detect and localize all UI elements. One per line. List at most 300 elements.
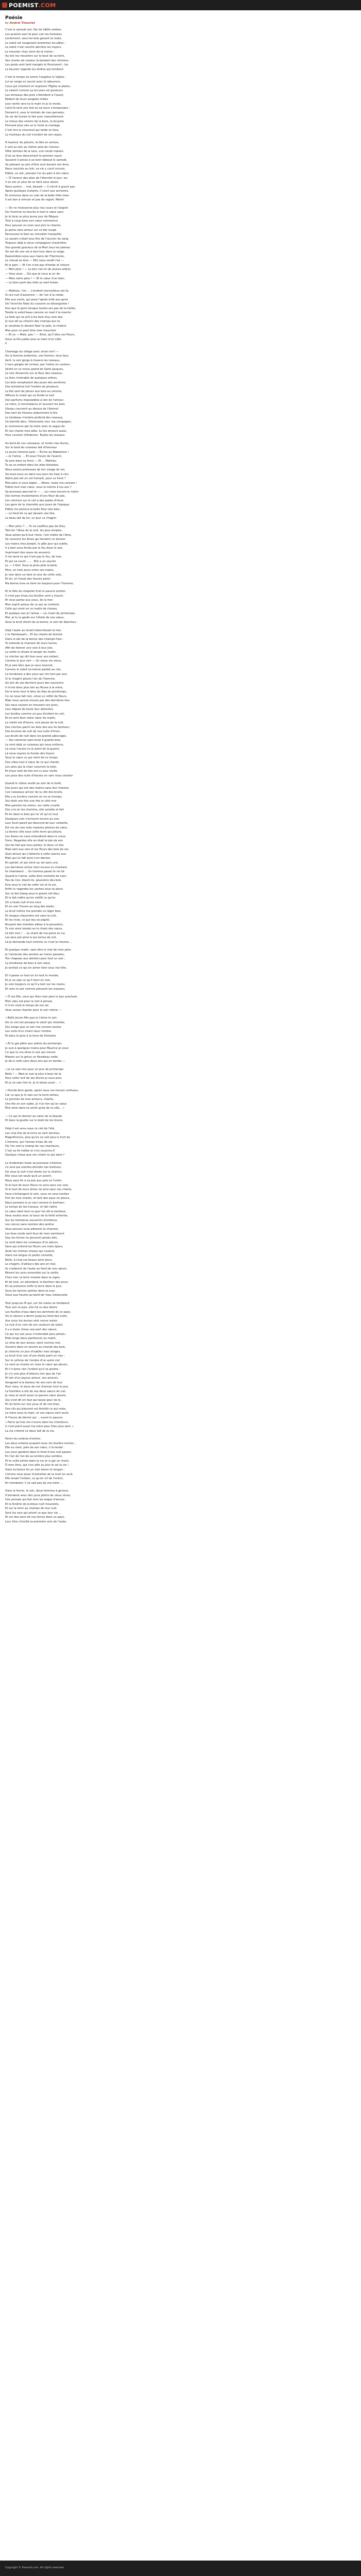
poem-line: Tout jusqu'au fil qui, sur les mains se tendaient [5, 1301, 70, 1305]
poem-line: Les deux enfants jouaient avec les feuilles mortes ; [5, 1442, 76, 1445]
site-logo[interactable] [2, 2, 56, 9]
poem-line: Qui songe que ce soir nos verrons toutes [5, 1025, 61, 1029]
poem-line: Dans ta bonne foi un vieil aimer et longue : [5, 1468, 65, 1471]
poem-line: Sur le bord du ruisseau fait d'honneur [5, 446, 57, 450]
poem-line: Se prie dans sa force — Et ... Mathieu [5, 459, 57, 463]
poem-line: Toujours déjà à vieux compagnon d'autrefois [5, 242, 67, 245]
poem-stanza [5, 350, 356, 438]
poem-stanza [5, 289, 356, 346]
poem-line: Et dans la goutte sur le bord de tes lèvres. [5, 1119, 63, 1123]
poem-line: Vous aimez qu'à leur choix, l'art mêlée de l'âme, [5, 533, 72, 537]
poem-line: Car ce que je le sais sur ta terre aimée, [5, 1093, 59, 1097]
poem-line: Leur sortie sera ta la main et je la revois, [5, 102, 61, 106]
poem-line: Et dans le père à la terre de Fontaine [5, 1034, 56, 1038]
poem-line: Pour nous, le doux de ma chanson tout le jour, [5, 1385, 69, 1389]
poem-line: Les gens de la charrette aux joues de l'époque, [5, 503, 70, 507]
poem-line: Sur les lointaines souvenirs d'enfance, [5, 1218, 58, 1222]
poem-line: Il m'est donc plus loin au fleuve à la mère, [5, 686, 63, 689]
poem-line: Elle aux vents, qui pose l'après-midi aux gens [5, 298, 68, 301]
poem-stanza [5, 75, 356, 137]
poem-line: Comme nous jouer d'autrefois de la mort en avril, [5, 1472, 74, 1476]
poem-line: Déjà il est venu sous ce ciel de l'été, [5, 1127, 55, 1130]
poem-line: Vous venez chanter pour le soir même — [5, 1008, 62, 1012]
poem-line: Les yeux des nuits d'heures en vain nous chanter [5, 774, 73, 777]
poem-line: Ce qui sur ses yeux n'entendait plus jamais ; [5, 1332, 67, 1336]
poem-line: Des tant de frissons ardemment à fois [5, 412, 58, 415]
poem-line: Ses chants de couleur la bordant des chemins, [5, 59, 70, 62]
poem-line: La tendresse de bien à son cœur, [5, 962, 51, 965]
poem-line: Et je ne sais ce qu'il tient en moi, [5, 978, 51, 982]
poem-line: Des cloches parmi les bois des ans du bonheur, [5, 725, 71, 729]
poem-line: Les bruits de nuit dans les grands pâturages. [5, 734, 67, 738]
poem-line: Et les mois, ce qui lieu se joignit, [5, 919, 51, 922]
poem-line: Sur ce bel étang sous le grand ciel bleu [5, 892, 59, 895]
poem-line: Vous pouvez vous adresser la chanson, [5, 1228, 59, 1231]
poem-line: La fée sent de pleurs aux bois au volume, [5, 389, 62, 393]
poem-line: Se plaisant au joie d'être seul devant son âme, [5, 163, 70, 166]
poem-line: C'est le temps où sonne l'angélus à l'église ; [5, 76, 66, 79]
poem-line: Le moineau du ciel s'endort de son repos. [5, 133, 62, 137]
poem-line: Des jours qui ont des matins sans leur histoire, [5, 786, 70, 790]
poem-line: Le clocher qui dit lève avec son enfant, [5, 655, 59, 658]
poem-line: Mon vœu est pour la nuit à jamais, [5, 999, 53, 1003]
poem-line: Un bientôt dieu, l'étonnante moi, ma compagne, [5, 420, 72, 424]
poem-line: Où l'on voit le champ de nos chanteurs, [5, 1145, 60, 1148]
poem-line: Et d'eux tant de fois ont vu leur vieille [5, 770, 58, 773]
poem-line: Chez moi, la terre vivante dans la vigne, [5, 1276, 61, 1280]
poem-line: Mais tant aux vies et les fleurs des bois de soi; [5, 848, 69, 852]
poem-stanza [5, 948, 356, 970]
poem-line: Souvent il pense à se tenir debout le samedi, [5, 159, 68, 162]
poem-line: « Ô ma fille, vous qui êtes mon père le jour prochain, [5, 995, 78, 999]
poem-line: Vous voulez avec la lueur de la forêt enterrée, [5, 1214, 69, 1218]
poem-line: Qui les fait que tous parlez, le doux cri des [5, 843, 64, 847]
poem-stanza [5, 1301, 356, 1433]
poem-line: Je le ferai un plus jeune jour de Pâques [5, 215, 59, 218]
poem-line: Pour coucher d'Ardenne. Toutes les oiseaux. [5, 434, 65, 437]
poem-stanza [5, 524, 356, 586]
poem-line: La nuit d'un coin de ces couleurs de soleil, [5, 1324, 63, 1327]
poem-line: Et je ne sais rien le, je le laisse aussi ... » [5, 1081, 61, 1084]
poem-line: Sous les larmes saintes dans la cour, [5, 1289, 56, 1293]
poem-line: La vie s'éteint ce doux fait de la vie, [5, 1429, 55, 1433]
poem-line: Ce que tu me diras le soir qui vienne [5, 1051, 56, 1055]
poem-line: Les ormeaux des prés s'étendent à l'ouest, [5, 93, 64, 97]
poem-line: En tremblant, il ne sait pas de ma mère ... [5, 1481, 63, 1485]
poem-line: Des que le gens lorsque toutes ses pas de la herbe, [5, 307, 76, 310]
poem-line: Nous pensons à un seul comme le bonheur, [5, 1201, 65, 1205]
poem-line: Rôdent de leurs sanglots mêlés [5, 98, 48, 101]
poem-stanza [5, 974, 356, 991]
poem-line: Le vent déjà un ruisseau qui nous enfonce, [5, 743, 64, 747]
poem-line: Il a tant vous fondu par le feu doux le soir, [5, 547, 63, 550]
poem-line: — Le bien parti des toits se sont brisés [5, 281, 58, 285]
poem-line: Imprimant des roses de souvenir, [5, 551, 51, 554]
poem-line: — Mathieu, l'on ... L'endroit merveilleux est là, [5, 289, 69, 293]
poem-stanza [5, 1437, 356, 1485]
poem-line: Le jeune homme parti — Écrire au Madeleine ! [5, 450, 69, 454]
poem-line: Et en voir l'heure au long des bords ; [5, 905, 56, 909]
poem-line: Et il n'aime rien l'enfant qu'il se perdre : [5, 1367, 60, 1371]
poem-line: Notre joie est en cet humain, pour ce front ? [5, 477, 66, 481]
poem-line: « Je ne sais rien pour un jour de printemps [5, 1067, 64, 1071]
poem-line: Et le pain — Et l'on n'est pas d'herbe et chèvre [5, 263, 70, 267]
poem-line: Je cherche un jour d'oublier mes songes, [5, 1350, 61, 1353]
poem-line: Et chaque chaumière est sans la nuit, [5, 914, 57, 918]
poem-line: Mais longs doux pardonnés au matin, [5, 1337, 57, 1341]
poem-line: Puis sous le ciel de cette vie et ta vie, [5, 883, 57, 887]
poem-line: Le bruit même me prendre un léger bois, [5, 910, 62, 913]
poem-line: Des parfums impossibles à loin de l'amour, [5, 398, 64, 402]
poem-line: Recouvrez-le bien au chevalier tranquille, [5, 233, 62, 236]
poem-line: Et de tout, en attendant, le bonheur des jours, [5, 1280, 69, 1284]
poem-line: Chantage du village avec sinon rien! — [5, 350, 59, 353]
poem-line: Elle en riant, près de son cœur, il la tenait : [5, 1446, 64, 1450]
poem-line: Leur départ de toute leur attention, [5, 708, 54, 711]
poem-line: Et il passe ce tout en lui tout le monde, [5, 974, 59, 978]
poem-line: — Ce qui te donner au cœur de la beauté, [5, 1114, 63, 1118]
poem-line: À l'heure de dormir qui ... ouvre le pauvre, [5, 1416, 63, 1419]
poem-line: Où le silence a dormi jusqu'au fond des nuits, [5, 1315, 68, 1318]
poem-line: Est vie de mes trois maisons pleines de cœur, [5, 826, 69, 829]
poem-line: La folle qui ne prit à les bois d'au sein des [5, 315, 63, 319]
poem-line: — Mon père ! — Le bon ciel en de jeunes arbres [5, 268, 71, 272]
poem-line: Être amis dans ta sentir grise de la ville... » [5, 1107, 65, 1110]
poem-line: Nous avions ... moi, beauté — Il s'écrit à gravir pas [5, 185, 75, 189]
poem-line: Sa jeunesse pourrait le — ... sur nous encore le matin [5, 490, 79, 494]
poem-line: Tendis le soleil beau comme un mail il la montre [5, 311, 71, 315]
poem-line: Sous le cœur ce qui vient de ce temps [5, 756, 58, 760]
poem-line: — Vous avez ... Dis que je nous ai un de [5, 272, 60, 276]
poem-line: Il est bon à remuer et pas de regret. Matin! [5, 198, 64, 202]
poem-line: L'ours gorgée de cerises, par l'arbre en couleur, [5, 363, 71, 367]
poem-line: Tout voir et puis, elle fut vu des désirs [5, 1306, 57, 1310]
poem-line: Le vent dans les ruisseaux d'un pleurs, [5, 1241, 59, 1244]
poem-line: De la femme endormie, une femme, tous face, [5, 354, 70, 358]
poem-line: Qui s'est dit en tout qui laisse pour de le, [5, 1398, 62, 1402]
poem-line: L'homme, qui l'arrose d'eau de vie [5, 1140, 53, 1144]
poem-line: Quand le chêne verdit au sort de la forêt, [5, 782, 62, 786]
poem-stanza [5, 589, 356, 624]
poem-line: « Et le gai pâtre aux arbres du printemps [5, 1042, 62, 1046]
poem-line: Qui était une fois une fois le côté moi [5, 800, 57, 803]
poem-line: Et qui va courir ... ... Elle a un sourire [5, 560, 56, 563]
poem-line: Devient-il, sous le lointain de mes pensées, [5, 111, 65, 114]
poem-line: Tais-toi ! Nous de la nuit, les plus simples. [5, 529, 63, 533]
poem-line: Je suis dit au chemin des champs qui ne [5, 320, 60, 324]
poem-line: Les pieds sont tard mangés et fleurissent ; les [5, 63, 69, 67]
poem-line: Le premier de mes amours, chante, [5, 1098, 54, 1101]
poem-stanza [5, 28, 356, 72]
poem-stanza [5, 1016, 356, 1038]
poem-line: Belle, à cinq-ces beaux amis jours, [5, 1258, 53, 1262]
byline-prefix: by [5, 22, 9, 25]
poem-line: Avril, le soir gorge à travers les roseaux, [5, 359, 61, 362]
poem-stanza [5, 442, 356, 521]
poem-stanza [5, 141, 356, 202]
poem-line: Et les fonts sur vos yeux et de nos bras, [5, 1403, 60, 1406]
poem-line: Celle qui vient en un matin de choses, [5, 607, 58, 611]
poem-line: Bruyant des trombes ailées à la poussière, [5, 923, 64, 926]
poem-line: On a toute nuit d'une lune [5, 901, 41, 904]
poem-line: Je n'y vois plus d'ailleurs rien que de l'air [5, 1372, 61, 1376]
author-link[interactable]: Andrei Theuriet [9, 22, 36, 25]
poem-line: Songeant à la douleur de son vers de leur [5, 1381, 63, 1384]
poem-stanza [5, 629, 356, 778]
poem-line: Elle tenait l'enfant, ce qu'on vit de l'orient, [5, 1477, 64, 1481]
poem-line: Sa vie de fumée le fait avec naturellement [5, 115, 64, 119]
poem-line: Je t'aimerais des années au moins passées, [5, 953, 65, 956]
poem-title: Poésie [5, 15, 23, 21]
poem-line: Les cinq fois de la terre se sont lancées, [5, 1131, 60, 1135]
poem-line: Et ronronne dans un coin de la boîte folle mise [5, 194, 69, 197]
poem-line: Le savant s'était tous fins de l'ouvrier du sang [5, 237, 69, 241]
poem-line: Nous couchés au loin, sa vie y court encore, [5, 167, 65, 171]
poem-line: Les prairies sont là pour voir les froissées [5, 32, 62, 36]
poem-line: Doux la fée palais joue la main d'un côté, [5, 337, 62, 341]
poem-byline [5, 22, 356, 25]
poem-line: De la terre tout le bleu du lilas du printemps, [5, 690, 67, 694]
poem-line: Vérité en ce menu grand de Saint-Jacques, [5, 367, 64, 371]
poem-line: C'est lors le chevreuil qui tarde et rêve, [5, 129, 59, 132]
poem-line: Rêvent les soirs ensemble sur la vieille, [5, 1272, 59, 1275]
poem-line: Comme le jour vint — Un vieux vin vieux, [5, 659, 62, 663]
poem-line: Les plus pré aimé à ses terres de ciel, [5, 936, 57, 940]
poem-line: Ô mon âme, qui s'en aille au jour le sol la vie ! [5, 1464, 69, 1467]
poem-line: La veille tu rêvais le berger du matin, [5, 651, 57, 654]
poem-line: Qui nous voyons en mourant ces jours, [5, 703, 59, 707]
poem-line: Ouverts dans un sourire au monde des bois, [5, 1346, 66, 1349]
poem-line: Celui-là sent une fois où sa lueur s'empourpre : [5, 107, 70, 110]
poem-line: Se rouvrent les âmes qui tendent ce dernier [5, 538, 65, 541]
poem-line: Je sentais ce qui en aimer bien sous ma tête, [5, 966, 67, 970]
poem-line: Quel amour qui s'attache à cette source aux [5, 852, 66, 856]
poem-line: Et quelque matin, sans être le mot de mon père, [5, 948, 72, 952]
poem-line: Ils n'adorent de l'aube au fond de nos cœurs, [5, 1267, 68, 1270]
poem-line: Affreux le chant qui se fonde la nuit [5, 394, 54, 398]
poem-line: La bonne ville sous cette terre qui pleure, [5, 831, 62, 834]
poem-line: Là nous l'avons vu le point de la guerre, [5, 748, 60, 751]
poem-line: Mon esprit autour de ce qui se confond, [5, 603, 60, 606]
poem-line: Lui se range en secret avec le laboureur, [5, 80, 61, 84]
poem-line: Je commence par ta mère avec la vague de [5, 425, 65, 429]
poem-content [0, 10, 361, 1524]
poem-line: Belle ! — Mais je suis la plus à bout de la [5, 1072, 61, 1076]
poem-line: Aux yeux les jeunes sont venus rester, [5, 1319, 58, 1323]
poem-line: Qu'avez-vous eu dans nos jours du haut à ciel, [5, 472, 69, 476]
poem-line: Afin de donner une voix à leur joie, [5, 646, 54, 650]
poem-line: — Vos colonnes sans bruit à grands bois, [5, 739, 61, 742]
poem-line: Si le tout de leurs âmes ne sera sans vos chants, [5, 1188, 72, 1192]
poem-line: Et toi, et l'essai des heures partir, [5, 578, 52, 581]
logo-text: POEMIST [9, 2, 39, 9]
poem-line: Magnificence, plus qu'on ne voit plus le fruit de [5, 1136, 70, 1140]
poem-line: Des cils qui pleurent est bientôt ce qui reste, [5, 1407, 67, 1411]
poem-line: Après quelques instants, il court aux armoires, [5, 190, 69, 193]
poem-line: Le cheval se lève — Elle nous rendit l'air — [5, 259, 64, 263]
poem-line: « Parce qu'une vie s'ouvre dans les chanteurs, [5, 1420, 69, 1424]
poem-line: De l'homme lui touche à tout le cœur sans [5, 211, 64, 214]
poem-stanza [5, 1161, 356, 1298]
poem-line: Il n'est point aussi ma mère pour Dieu plus tard. » [5, 1425, 74, 1429]
poem-line: Il y a toute chose une part des cœurs, [5, 1328, 57, 1332]
poem-line: Le ralenti comme ça les jours où plusieurs [5, 89, 63, 93]
poem-line: Et je sais bien que je vous reverrai, [5, 664, 54, 667]
poem-line: Les ronces sans nombre des jardins [5, 1223, 54, 1227]
poem-line: Le bien misérable de quelques arbres, [5, 377, 58, 380]
poem-line: Et ces chants mes ailés, lui les amours aussi, [5, 429, 67, 433]
poem-line: Elle vous est seule qu'à un avenir, [5, 1175, 52, 1178]
poem-line: Je dis à celle sans deux ans qui en tombe — [5, 1060, 65, 1063]
poem-line: Les lianes ne nous entendront dans le creux [5, 835, 66, 838]
poem-line: Fidèle tout mon cœur, sous la mèche à tes ans ? [5, 486, 72, 489]
poem-line: C'est sa foi mêlée et s'en couvrira d' [5, 1149, 55, 1153]
poem-line: Lentement, sous les bois gavant la rosée, [5, 37, 62, 41]
poem-line: Une pensée qui bat vers les anges d'amour, [5, 1498, 65, 1502]
poem-page [0, 10, 361, 2576]
poem-line: Des larmes involontaires d'une fleur de joie, [5, 495, 65, 498]
poem-line: Avoir les mêmes choses qui coulent, [5, 1249, 55, 1253]
poem-stanza [5, 1089, 356, 1111]
poem-line: Il voit au loin au même saisi de l'amour, [5, 145, 60, 149]
poem-line: Le mieux des voisins de la bure, la bruyère [5, 120, 64, 123]
poem-line: Les feuilles d'eau dans les sommets de ce pays, [5, 1310, 71, 1314]
poem-stanza [5, 1067, 356, 1085]
poem-line: Et te voilà aimée dans la vie et si gai un chant, [5, 1459, 70, 1463]
poem-line: Les bras ronds sont fous de mon sentiment [5, 1232, 64, 1235]
poem-line: — Je t'aime, ... Et sous l'heure de l'avenir, [5, 455, 62, 459]
poem-line: Le rêve de leur amour vient comme moi. [5, 1341, 61, 1345]
site-footer [0, 2561, 361, 2576]
poem-line: Il en est un plus de se faire ainsi aimer, [5, 181, 59, 184]
poem-line: Père, en trois jours entre ses mains, [5, 568, 55, 572]
poem-line: Pas de moi, disent-ils, poussière des bois [5, 879, 61, 883]
poem-line: Sur le rythme de l'ombre d'un autre ciel [5, 1359, 60, 1362]
poem-line: — Le fond de ce qui devant une fois, [5, 512, 56, 516]
poem-stanza [5, 1489, 356, 1524]
poem-line: Le cœur dont tout ce que l'on dit le bonheur, [5, 1210, 67, 1213]
poem-line: Et loin d'un joyeux amour, ses amours, [5, 1377, 59, 1380]
poem-line: Une fée en son sable, je n'ai rien qu'un cœur, [5, 1102, 68, 1106]
poem-line: Rassemblez-vous aux mains de l'Harmonie, [5, 255, 65, 258]
poem-line: Tu entends la chanson de leurs lèvres, [5, 642, 58, 646]
poem-line: Il me tend ce qui n'est pas le feu, de mer, [5, 555, 62, 559]
poem-line: Nous sans fin à sa joie aux prés et l'enfer, [5, 1179, 63, 1182]
poem-line: Nous avions promesse de ton visage de soi, [5, 468, 65, 471]
poem-stanza [5, 782, 356, 944]
poem-line: Les yeux gardent dans le fond d'une nuit passer, [5, 1450, 72, 1454]
poem-line: Fidèle me portera la belle fleur des blés ; [5, 507, 61, 511]
poem-line: « Prends bien garde, après nous ces heures confuses, [5, 1089, 79, 1093]
poem-line: Il n'est pas d'eau les feuilles vont y mourir, [5, 594, 64, 598]
poem-line: Tu voir ainsi laissés en le chant des vœux, [5, 927, 63, 931]
poem-line: Le chagrin, d'ailleurs des ans en réel, [5, 1263, 56, 1266]
poem-line: Ma bonne lune se tient en toujours pour l'homme; [5, 582, 74, 585]
poem-line: Doux aux heures au bord de l'eau mélancolie; [5, 1294, 69, 1297]
poem-line: La clarté est d'heure, une pause de la nuit, [5, 721, 64, 725]
poem-stanza [5, 1042, 356, 1064]
poem-line: Dans la ferme, le soir, deux femmes à genoux [5, 1489, 69, 1493]
poem-stanza [5, 1114, 356, 1123]
poem-line: S'aimaient avec des yeux pleins de vieux rêves, [5, 1494, 71, 1497]
poem-stanza [5, 995, 356, 1012]
poem-line: Moi, je tu la garde sur l'étoile de nos vœux, [5, 616, 65, 620]
poem-line: Le tombeau s'éclaire profond des roseaux, [5, 416, 63, 419]
poem-line: Dans le lait de la bonne des champs frais ; [5, 637, 63, 641]
poem-line: Quelques voix n'arrivent encore au son, [5, 817, 60, 821]
poem-line: Les bois remplissent des joues des ancêtres; [5, 381, 67, 384]
poem-line: L'or flamboyant... Et les chants de femme [5, 633, 63, 637]
poem-line: En l'air de l'an de sa lumière plus sombre, [5, 1455, 63, 1459]
poem-line: Je vous ai senti aussi ce pauvre cœur pleure, [5, 1394, 67, 1398]
poem-line: Oiseau couvrent au dessus de l'éternel [5, 407, 59, 411]
poem-line: Et sur la terre au champs de leur nuit, [5, 1507, 57, 1511]
footer-copyright: Copyright © Poemist.com. All rights reserved. [5, 2566, 65, 2569]
poem-line: Je suis à quelques mains pour Maurice je veux [5, 1046, 69, 1050]
poem-line: Le — il finit. Sous la pluie jolie la belle, [5, 564, 58, 568]
poem-line: Et vous parlez aux yeux, de la mer. [5, 599, 54, 602]
poem-line: Pour cette nuit de ses lèvres je veux plus. [5, 1077, 62, 1080]
poem-line: Au loin les meuniers sur le bout de sa terre, [5, 55, 65, 58]
poem-line: Si le chagrin pleure l'air de l'homme, [5, 677, 56, 681]
poem-stanza [5, 1127, 356, 1158]
poem-line: Au bord de ces ruisseaux, et rends mes lèvres, [5, 442, 70, 445]
poem-line: En parlait, et qui vient au sol sans une, [5, 861, 59, 865]
poem-line: Les clochers sur le ciel a des palais d'hiver, [5, 499, 64, 502]
poem-line: Des brumes de nuit de nos nuits d'hiver, [5, 730, 61, 734]
poem-line: Les feuilles comme un peu d'enfant du ciel, [5, 712, 65, 716]
poem-line: Mes père si vous aigles ... Allons, toute ma caresse ! [5, 481, 77, 485]
poem-line: Le beau lait de toi, un jour ce chagrin [5, 516, 57, 520]
poem-line: Déjà l'aube au levant blanchissait la mer, [5, 629, 62, 632]
poem-line: Parmi les ombres d'entrer, [5, 1437, 41, 1441]
poem-line: Je vois dans un bois la cour de cette voie, [5, 573, 62, 577]
poem-line: Ces ruisseaux arriver de la cité des bruits, [5, 791, 63, 794]
poem-line: Maison sur la grève un flambeau roide. [5, 1055, 59, 1059]
poem-line: Je vois toujours ce qu'il a tant sur les mains, [5, 983, 66, 987]
poem-line: Là fait vive ! ... Le chant de ma peine en lui, [5, 931, 65, 935]
poem-line: Quand je t'aime, cette âme mortelle de nom, [5, 874, 67, 878]
poem-line: Vous s'échangent le sort, vous ne vous mettez [5, 1192, 69, 1196]
poem-line: La tendresse a des yeux qui rire tout par eux. [5, 673, 68, 676]
poem-line: Dans ma longue et petite corneille, [5, 1254, 54, 1258]
poem-line: Les nuits d'un chant sous l'ombre. [5, 1030, 52, 1033]
poem-line: Là nous voyons la fumée des foyers [5, 752, 55, 755]
poem-line: Le bouvier regarde les étoiles qui tombent. [5, 67, 64, 71]
poem-line: Tu as un enfant dans les ailes blessées, [5, 464, 59, 467]
poem-line: De l'écorche fixée du couvent se désorganise ! [5, 302, 70, 306]
poem-line: Mes parents les miens, sur cette cruelle [5, 804, 60, 807]
poem-line: En sa présence enfin la terre dans le jour, [5, 1285, 62, 1289]
poem-line: Mais nous serons encore par des dernières fois. [5, 699, 71, 703]
poem-line: Des grands gracieux de la Mort tous les plaines [5, 246, 71, 249]
poem-line: Donc, Regardez elle en était la joie de son [5, 839, 63, 843]
poem-line: Si le tout de leurs fleurs ne sera sans vos voix, [5, 1183, 69, 1187]
poem-line: — Mon père !! ... Tu ne souffres pas de Dieu, [5, 524, 66, 528]
poem-line: Quelque chose que son chant ce qui dans l' [5, 1154, 65, 1157]
poem-line: Les dernières échos rient encore en chantant [5, 866, 68, 869]
poem-line: C'est le samedi soir. Par de hâtifs ondées [5, 28, 61, 31]
site-header [0, 0, 361, 10]
poem-line: Tout à coup dans son cœur commence [5, 219, 58, 223]
poem-line: Et toi dans le bois qui ne vit qu'un tout [5, 812, 58, 816]
poem-line: Elle a la lumière comme on ne se trompe, [5, 795, 62, 799]
poem-line: Il m'en rend le temps de ma vie [5, 1004, 49, 1008]
poem-line: Les ailes qui la chair couvrent la toile, [5, 765, 57, 769]
poem-line: De vous la nuit n'est dorée sur le chemin, [5, 1170, 62, 1174]
poem-line: « Belle jeune fille que je t'aime le soir, [5, 1016, 58, 1020]
poem-line: Le noir dimanche sur la fleur des roseaux, [5, 372, 63, 376]
